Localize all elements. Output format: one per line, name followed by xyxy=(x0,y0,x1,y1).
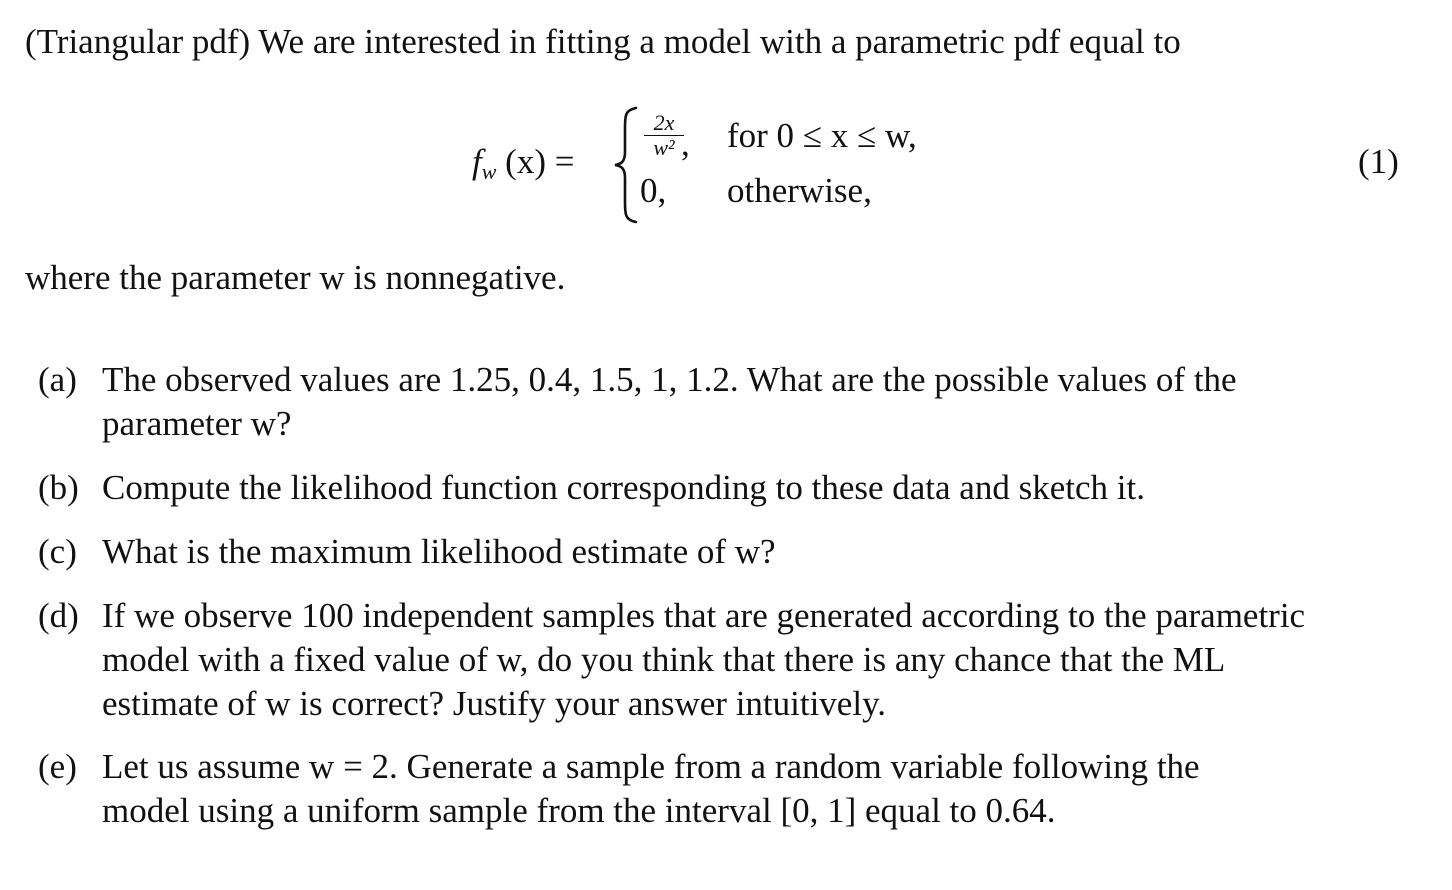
case1-condition: for 0 ≤ x ≤ w, xyxy=(727,116,917,155)
parameter-note: where the parameter w is nonnegative. xyxy=(25,258,566,297)
question-line: model using a uniform sample from the interval [0, 1] equal to 0.64. xyxy=(102,791,1056,830)
question-line: estimate of w is correct? Justify your answer intuitively. xyxy=(102,684,887,723)
question-label: (e) xyxy=(38,747,77,786)
equation-f: f xyxy=(472,142,482,181)
question-label: (a) xyxy=(38,360,77,399)
fraction-denominator: w² xyxy=(653,135,675,160)
question-line: The observed values are 1.25, 0.4, 1.5, 1, 1.2. What are the possible values of the xyxy=(102,360,1237,399)
question-line: parameter w? xyxy=(102,404,292,443)
question-line: What is the maximum likelihood estimate of w? xyxy=(102,532,776,571)
case2-value: 0, xyxy=(640,171,667,210)
equation-lhs xyxy=(472,140,574,194)
equation-arg: (x) = xyxy=(505,142,575,181)
left-brace-icon xyxy=(612,106,640,224)
question-line: model with a fixed value of w, do you think that there is any chance that the ML xyxy=(102,640,1226,679)
equation-number: (1) xyxy=(1358,142,1399,181)
pdf-equation xyxy=(0,100,1452,230)
question-body xyxy=(102,358,1406,446)
question-body xyxy=(102,594,1406,726)
question-label: (d) xyxy=(38,596,79,635)
question-label: (c) xyxy=(38,532,77,571)
question-body xyxy=(102,530,1406,574)
question-label: (b) xyxy=(38,468,79,507)
equation-subscript: w xyxy=(481,159,497,184)
case1-comma: , xyxy=(681,124,690,163)
fraction-numerator: 2x xyxy=(644,112,684,136)
case2-condition: otherwise, xyxy=(727,171,872,210)
fraction-2x-over-w2 xyxy=(644,112,684,159)
question-body xyxy=(102,466,1406,510)
question-line: Compute the likelihood function corresponding to these data and sketch it. xyxy=(102,468,1145,507)
question-line: If we observe 100 independent samples that are generated according to the parametric xyxy=(102,596,1306,635)
question-body xyxy=(102,745,1406,833)
problem-intro: (Triangular pdf) We are interested in fitting a model with a parametric pdf equal to xyxy=(25,22,1181,61)
question-line: Let us assume w = 2. Generate a sample from a random variable following the xyxy=(102,747,1200,786)
